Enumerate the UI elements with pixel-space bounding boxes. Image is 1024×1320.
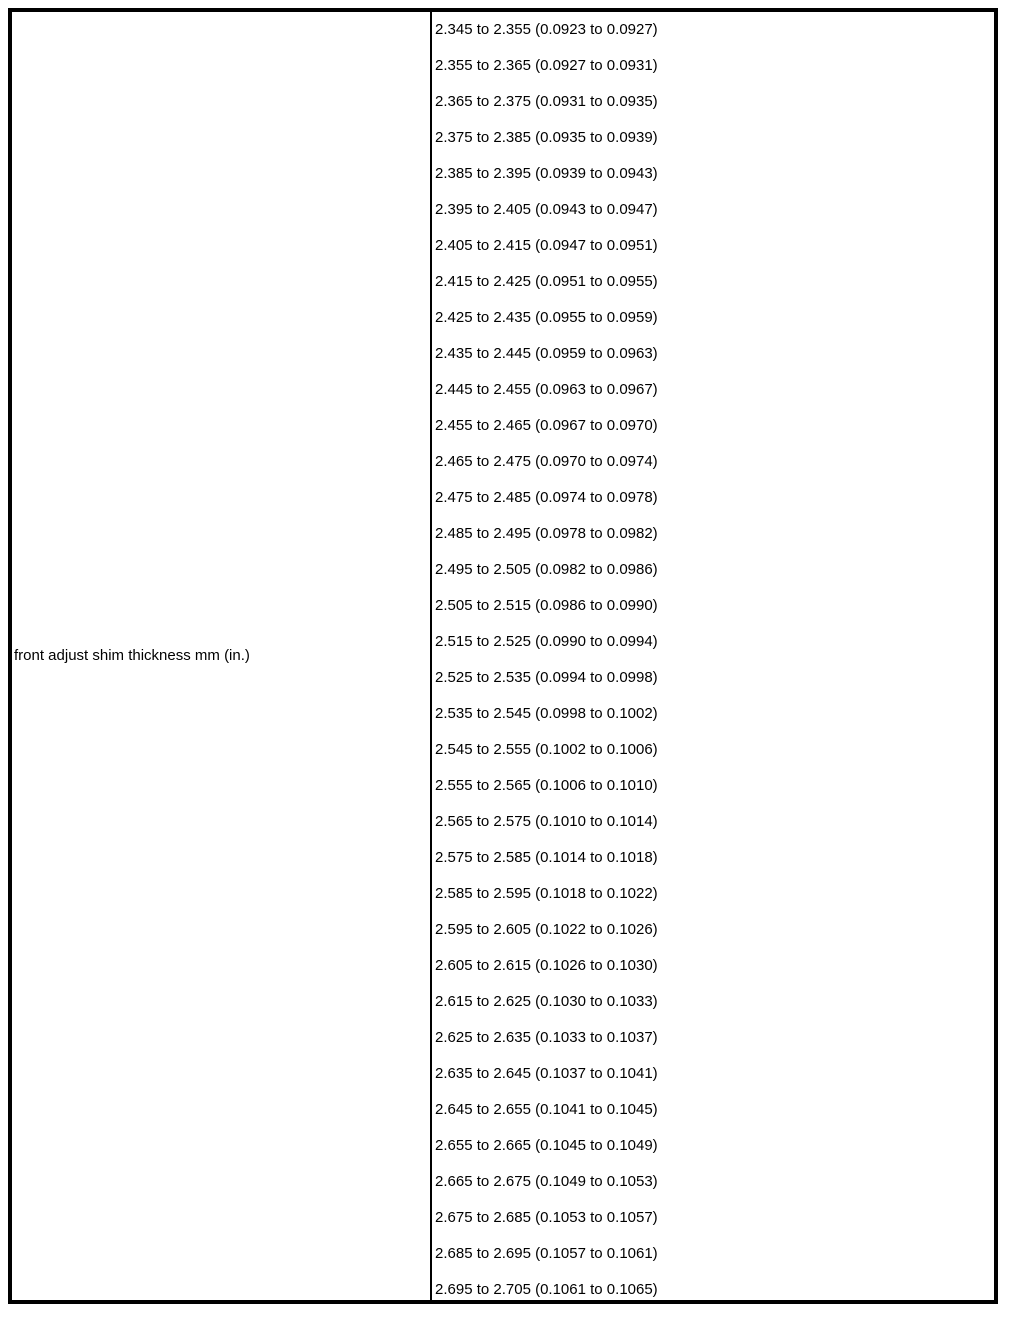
shim-range-value: 2.415 to 2.425 (0.0951 to 0.0955) <box>435 273 658 290</box>
shim-range-value: 2.455 to 2.465 (0.0967 to 0.0970) <box>435 417 658 434</box>
shim-range-value: 2.525 to 2.535 (0.0994 to 0.0998) <box>435 669 658 686</box>
shim-range-value: 2.575 to 2.585 (0.1014 to 0.1018) <box>435 849 658 866</box>
table-row <box>432 1200 994 1236</box>
shim-range-value: 2.585 to 2.595 (0.1018 to 0.1022) <box>435 885 658 902</box>
table-row <box>432 1092 994 1128</box>
shim-range-value: 2.495 to 2.505 (0.0982 to 0.0986) <box>435 561 658 578</box>
shim-thickness-table <box>8 8 998 1304</box>
table-row <box>432 84 994 120</box>
table-row <box>432 660 994 696</box>
table-row <box>432 984 994 1020</box>
table-row <box>432 732 994 768</box>
shim-range-value: 2.545 to 2.555 (0.1002 to 0.1006) <box>435 741 658 758</box>
table-row <box>432 804 994 840</box>
shim-range-value: 2.355 to 2.365 (0.0927 to 0.0931) <box>435 57 658 74</box>
shim-label-cell <box>12 12 432 1300</box>
shim-range-value: 2.625 to 2.635 (0.1033 to 0.1037) <box>435 1029 658 1046</box>
shim-range-value: 2.375 to 2.385 (0.0935 to 0.0939) <box>435 129 658 146</box>
table-row <box>432 192 994 228</box>
shim-range-value: 2.345 to 2.355 (0.0923 to 0.0927) <box>435 21 658 38</box>
shim-range-value: 2.655 to 2.665 (0.1045 to 0.1049) <box>435 1137 658 1154</box>
table-row <box>432 12 994 48</box>
shim-range-value: 2.555 to 2.565 (0.1006 to 0.1010) <box>435 777 658 794</box>
shim-range-value: 2.405 to 2.415 (0.0947 to 0.0951) <box>435 237 658 254</box>
table-row <box>432 444 994 480</box>
table-row <box>432 840 994 876</box>
shim-range-value: 2.445 to 2.455 (0.0963 to 0.0967) <box>435 381 658 398</box>
shim-range-value: 2.385 to 2.395 (0.0939 to 0.0943) <box>435 165 658 182</box>
shim-range-value: 2.475 to 2.485 (0.0974 to 0.0978) <box>435 489 658 506</box>
table-row <box>432 120 994 156</box>
shim-range-column <box>432 12 994 1300</box>
table-row <box>432 336 994 372</box>
table-row <box>432 1236 994 1272</box>
shim-range-value: 2.665 to 2.675 (0.1049 to 0.1053) <box>435 1173 658 1190</box>
shim-range-value: 2.535 to 2.545 (0.0998 to 0.1002) <box>435 705 658 722</box>
shim-range-value: 2.365 to 2.375 (0.0931 to 0.0935) <box>435 93 658 110</box>
shim-range-value: 2.645 to 2.655 (0.1041 to 0.1045) <box>435 1101 658 1118</box>
table-row <box>432 48 994 84</box>
table-row <box>432 1272 994 1308</box>
shim-range-value: 2.635 to 2.645 (0.1037 to 0.1041) <box>435 1065 658 1082</box>
shim-range-value: 2.615 to 2.625 (0.1030 to 0.1033) <box>435 993 658 1010</box>
table-row <box>432 768 994 804</box>
table-row <box>432 228 994 264</box>
table-row <box>432 516 994 552</box>
table-row <box>432 588 994 624</box>
table-row <box>432 624 994 660</box>
shim-range-value: 2.685 to 2.695 (0.1057 to 0.1061) <box>435 1245 658 1262</box>
table-row <box>432 372 994 408</box>
table-row <box>432 552 994 588</box>
shim-range-value: 2.505 to 2.515 (0.0986 to 0.0990) <box>435 597 658 614</box>
shim-range-value: 2.515 to 2.525 (0.0990 to 0.0994) <box>435 633 658 650</box>
shim-range-value: 2.675 to 2.685 (0.1053 to 0.1057) <box>435 1209 658 1226</box>
shim-label: front adjust shim thickness mm (in.) <box>14 647 250 664</box>
table-row <box>432 1056 994 1092</box>
shim-range-value: 2.435 to 2.445 (0.0959 to 0.0963) <box>435 345 658 362</box>
table-row <box>432 264 994 300</box>
table-row <box>432 1128 994 1164</box>
shim-range-value: 2.395 to 2.405 (0.0943 to 0.0947) <box>435 201 658 218</box>
table-row <box>432 408 994 444</box>
table-row <box>432 1164 994 1200</box>
shim-range-value: 2.565 to 2.575 (0.1010 to 0.1014) <box>435 813 658 830</box>
shim-range-value: 2.485 to 2.495 (0.0978 to 0.0982) <box>435 525 658 542</box>
table-row <box>432 876 994 912</box>
table-row <box>432 1020 994 1056</box>
table-row <box>432 480 994 516</box>
shim-range-value: 2.465 to 2.475 (0.0970 to 0.0974) <box>435 453 658 470</box>
shim-range-value: 2.595 to 2.605 (0.1022 to 0.1026) <box>435 921 658 938</box>
shim-range-value: 2.605 to 2.615 (0.1026 to 0.1030) <box>435 957 658 974</box>
table-row <box>432 948 994 984</box>
table-row <box>432 696 994 732</box>
table-row <box>432 300 994 336</box>
shim-range-value: 2.695 to 2.705 (0.1061 to 0.1065) <box>435 1281 658 1298</box>
shim-range-value: 2.425 to 2.435 (0.0955 to 0.0959) <box>435 309 658 326</box>
table-row <box>432 156 994 192</box>
table-row <box>432 912 994 948</box>
